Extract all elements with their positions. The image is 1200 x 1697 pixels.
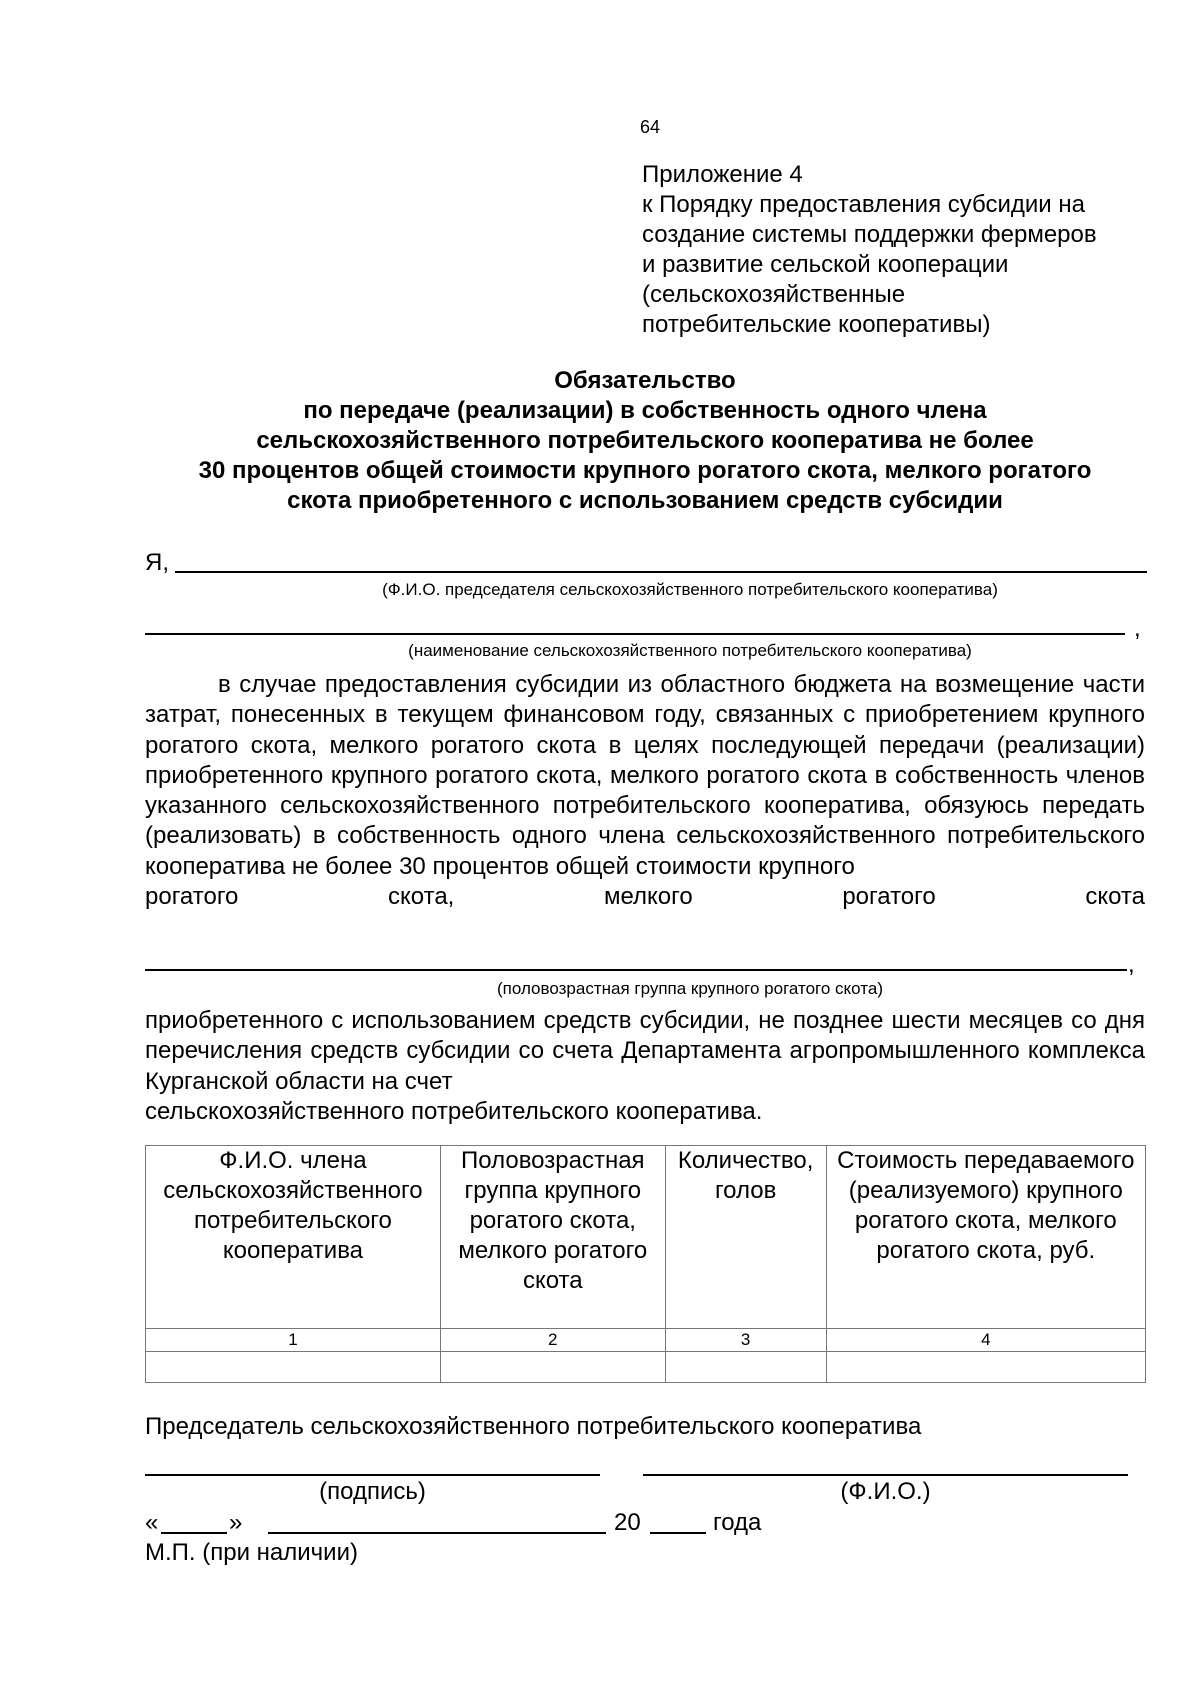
- heading-line: 30 процентов общей стоимости крупного рогатого скота, мелкого рогатого: [198, 457, 1092, 484]
- annex-line: к Порядку предоставления субсидии на: [642, 191, 1085, 218]
- heading-line: скота приобретенного с использованием средств субсидии: [287, 487, 1003, 514]
- column-number: 1: [146, 1329, 441, 1352]
- annex-line: создание системы поддержки фермеров: [642, 221, 1097, 248]
- coop-name-field[interactable]: [145, 633, 1125, 635]
- body-paragraph-1: [145, 670, 1145, 912]
- year-suffix: года: [713, 1509, 762, 1536]
- annex-block: [642, 160, 1097, 340]
- chairman-hint: (Ф.И.О. председателя сельскохозяйственного потребительского кооператива): [382, 580, 998, 599]
- table-header-cell: Количество, голов: [665, 1146, 826, 1329]
- full-name-field[interactable]: [643, 1474, 1128, 1476]
- stamp-note: М.П. (при наличии): [145, 1539, 358, 1566]
- heading-line: по передаче (реализации) в собственность одного члена: [303, 397, 987, 424]
- paragraph-2-text: приобретенного с использованием средств субсидии, не позднее шести месяцев со дня перечисления средств субсидии со счета Департамента агропромышленного комплекса Курганской области на счет: [145, 1007, 1145, 1095]
- heading-line: сельскохозяйственного потребительского кооператива не более: [256, 427, 1034, 454]
- table-header-row: [146, 1146, 1146, 1329]
- table-header-cell: Ф.И.О. члена сельскохозяйственного потребительского кооператива: [146, 1146, 441, 1329]
- i-prefix: Я,: [145, 549, 169, 576]
- annex-line: и развитие сельской кооперации: [642, 251, 1009, 278]
- annex-title: Приложение 4: [642, 161, 803, 188]
- group-comma: ,: [1128, 951, 1135, 978]
- year-field[interactable]: [650, 1532, 706, 1534]
- signature-field[interactable]: [145, 1474, 600, 1476]
- table-cell[interactable]: [440, 1352, 665, 1383]
- table-cell[interactable]: [826, 1352, 1145, 1383]
- chairman-role: Председатель сельскохозяйственного потребительского кооператива: [145, 1413, 922, 1440]
- paragraph-1-text: в случае предоставления субсидии из областного бюджета на возмещение части затрат, понесенных в текущем финансовом году, связанных с приобретением крупного рогатого скота, мелкого рогатого скота в целях последующей передачи (реализации) приобретенного крупного рогатого скота, мелкого рогатого скота в собственность членов указанного сельскохозяйственного потребительского кооператива, обязуюсь передать (реализовать) в собственность одного члена сельскохозяйственного потребительского кооператива не более 30 процентов общей стоимости крупного: [145, 671, 1145, 880]
- livestock-table: [145, 1145, 1146, 1383]
- document-heading: [140, 366, 1150, 516]
- day-field[interactable]: [161, 1532, 227, 1534]
- column-number: 4: [826, 1329, 1145, 1352]
- table-cell[interactable]: [146, 1352, 441, 1383]
- coop-comma: ,: [1134, 615, 1141, 642]
- year-prefix: 20: [614, 1509, 641, 1536]
- page-number: 64: [639, 117, 661, 137]
- month-field[interactable]: [268, 1532, 606, 1534]
- livestock-group-field[interactable]: [145, 969, 1127, 971]
- body-paragraph-2: [145, 1006, 1145, 1127]
- column-number: 2: [440, 1329, 665, 1352]
- chairman-name-field[interactable]: [175, 571, 1147, 573]
- paragraph-2-last-line: сельскохозяйственного потребительского кооператива.: [145, 1097, 763, 1125]
- date-quote-open: «: [145, 1509, 159, 1536]
- paragraph-1-last-line: рогатого скота, мелкого рогатого скота: [145, 883, 1145, 911]
- table-number-row: [146, 1329, 1146, 1352]
- name-hint: (Ф.И.О.): [840, 1478, 931, 1505]
- annex-line: потребительские кооперативы): [642, 311, 991, 338]
- table-header-cell: Стоимость передаваемого (реализуемого) крупного рогатого скота, мелкого рогатого скота, руб.: [826, 1146, 1145, 1329]
- coop-hint: (наименование сельскохозяйственного потребительского кооператива): [408, 641, 972, 660]
- annex-line: (сельскохозяйственные: [642, 281, 906, 308]
- signature-hint: (подпись): [319, 1478, 426, 1505]
- group-hint: (половозрастная группа крупного рогатого скота): [497, 979, 883, 998]
- table-row: [146, 1352, 1146, 1383]
- column-number: 3: [665, 1329, 826, 1352]
- table-header-cell: Половозрастная группа крупного рогатого скота, мелкого рогатого скота: [440, 1146, 665, 1329]
- table-cell[interactable]: [665, 1352, 826, 1383]
- heading-line: Обязательство: [554, 367, 736, 394]
- date-quote-close: »: [229, 1509, 243, 1536]
